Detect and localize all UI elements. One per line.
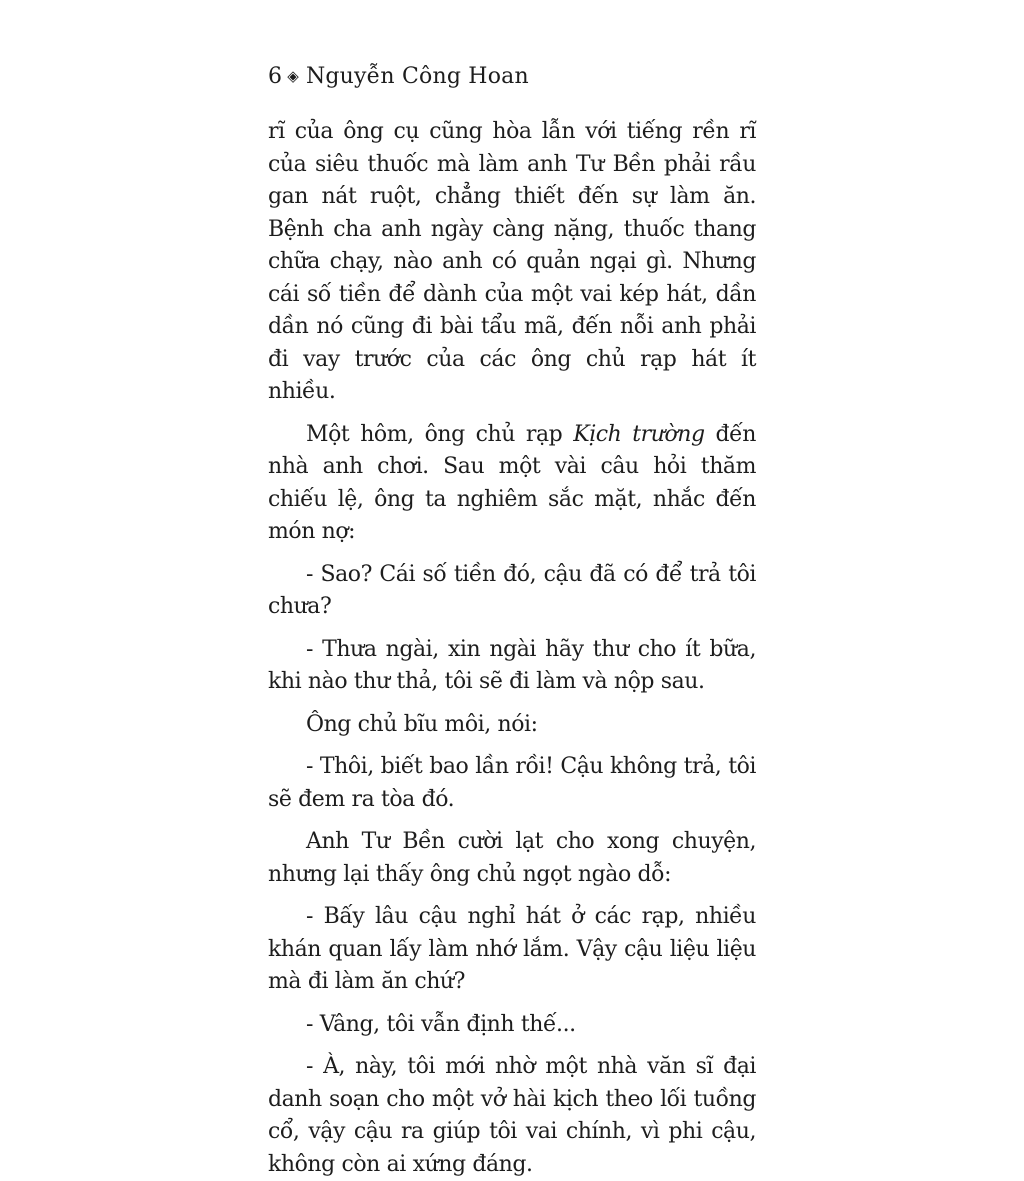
paragraph-text: đến nhà anh chơi. Sau một vài câu hỏi thăm chiếu lệ, ông ta nghiêm sắc mặt, nhắc đến món nợ: — [268, 421, 756, 544]
dialogue-line: - Thôi, biết bao lần rồi! Cậu không trả, tôi sẽ đem ra tòa đó. — [268, 754, 756, 812]
body-text — [268, 116, 756, 1181]
narration-line: Anh Tư Bền cười lạt cho xong chuyện, nhưng lại thấy ông chủ ngọt ngào dỗ: — [268, 829, 756, 887]
dialogue-line: - À, này, tôi mới nhờ một nhà văn sĩ đại danh soạn cho một vở hài kịch theo lối tuồng cổ, vậy cậu ra giúp tôi vai chính, vì phi cậu, không còn ai xứng đáng. — [268, 1054, 756, 1177]
paragraph-continued: rĩ của ông cụ cũng hòa lẫn với tiếng rền rĩ của siêu thuốc mà làm anh Tư Bền phải rầu gan nát ruột, chẳng thiết đến sự làm ăn. Bệnh cha anh ngày càng nặng, thuốc thang chữa chạy, nào anh có quản ngại gì. Nhưng cái số tiền để dành của một vai kép hát, dần dần nó cũng đi bài tẩu mã, đến nỗi anh phải đi vay trước của các ông chủ rạp hát ít nhiều. — [268, 119, 756, 404]
diamond-ornament-icon: ◈ — [287, 67, 299, 85]
theater-name: Kịch trường — [573, 421, 705, 447]
dialogue-line: - Sao? Cái số tiền đó, cậu đã có để trả tôi chưa? — [268, 561, 756, 619]
paragraph-kich-truong — [268, 419, 756, 549]
running-header — [268, 58, 529, 95]
narration-line: Ông chủ bĩu môi, nói: — [306, 711, 538, 737]
paragraph-text: Một hôm, ông chủ rạp — [306, 421, 574, 447]
author-name: Nguyễn Công Hoan — [305, 64, 529, 89]
dialogue-line: - Thưa ngài, xin ngài hãy thư cho ít bữa, khi nào thư thả, tôi sẽ đi làm và nộp sau. — [268, 636, 756, 694]
page-number: 6 — [268, 64, 283, 89]
dialogue-line: - Vâng, tôi vẫn định thế... — [306, 1011, 576, 1037]
dialogue-line: - Bấy lâu cậu nghỉ hát ở các rạp, nhiều khán quan lấy làm nhớ lắm. Vậy cậu liệu liệu mà đi làm ăn chứ? — [268, 904, 756, 994]
